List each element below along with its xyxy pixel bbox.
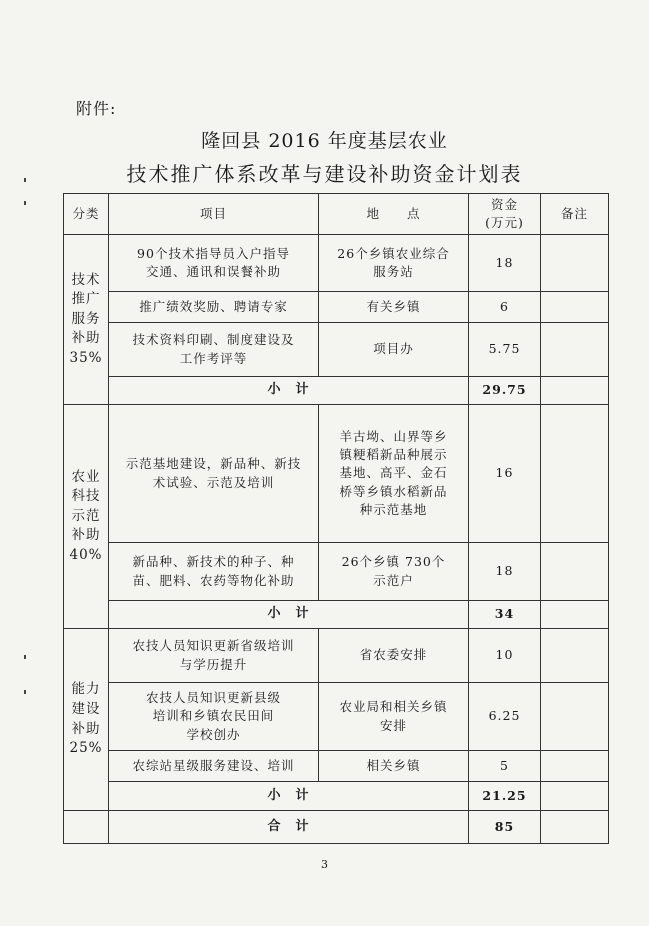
- category-cell: 能力 建设 补助 25%: [64, 629, 109, 811]
- project-cell: 农技人员知识更新县级 培训和乡镇农民田间 学校创办: [109, 683, 319, 751]
- total-empty-cell: [64, 811, 109, 844]
- total-label: 合 计: [109, 811, 469, 844]
- table-row: [64, 292, 609, 323]
- amount-cell: 16: [469, 405, 541, 543]
- scan-mark: [24, 655, 26, 659]
- category-cell: 农业 科技 示范 补助 40%: [64, 405, 109, 629]
- location-cell: 相关乡镇: [319, 751, 469, 782]
- scan-mark: [24, 201, 26, 205]
- total-row: [64, 811, 609, 844]
- scan-mark: [24, 178, 26, 182]
- note-cell: [541, 683, 609, 751]
- amount-cell: 18: [469, 235, 541, 292]
- table-row: [64, 683, 609, 751]
- note-cell: [541, 751, 609, 782]
- location-cell: 省农委安排: [319, 629, 469, 683]
- header-location: 地 点: [319, 194, 469, 235]
- note-cell: [541, 405, 609, 543]
- project-cell: 推广绩效奖励、聘请专家: [109, 292, 319, 323]
- table-row: [64, 405, 609, 543]
- location-cell: 26个乡镇 730个 示范户: [319, 543, 469, 601]
- note-cell: [541, 601, 609, 629]
- note-cell: [541, 811, 609, 844]
- attachment-label: 附件:: [76, 99, 117, 118]
- location-cell: 项目办: [319, 323, 469, 377]
- subtotal-amount: 34: [469, 601, 541, 629]
- subtotal-amount: 21.25: [469, 782, 541, 811]
- location-cell: 农业局和相关乡镇 安排: [319, 683, 469, 751]
- total-amount: 85: [469, 811, 541, 844]
- location-cell: 26个乡镇农业综合 服务站: [319, 235, 469, 292]
- amount-cell: 18: [469, 543, 541, 601]
- category-cell: 技术 推广 服务 补助 35%: [64, 235, 109, 405]
- scan-mark: [24, 690, 26, 694]
- header-note: 备注: [541, 194, 609, 235]
- project-cell: 示范基地建设，新品种、新技 术试验、示范及培训: [109, 405, 319, 543]
- location-cell: 羊古坳、山界等乡 镇粳稻新品种展示 基地、高平、金石 桥等乡镇水稻新品 种示范基地: [319, 405, 469, 543]
- page-number: 3: [321, 858, 328, 871]
- title-line-2: 技术推广体系改革与建设补助资金计划表: [126, 162, 523, 186]
- table-row: [64, 323, 609, 377]
- table-row: [64, 543, 609, 601]
- project-cell: 农技人员知识更新省级培训 与学历提升: [109, 629, 319, 683]
- project-cell: 技术资料印刷、制度建设及 工作考评等: [109, 323, 319, 377]
- subtotal-label: 小 计: [109, 377, 469, 405]
- note-cell: [541, 782, 609, 811]
- subtotal-row: [64, 377, 609, 405]
- project-cell: 新品种、新技术的种子、种 苗、肥料、农药等物化补助: [109, 543, 319, 601]
- amount-cell: 6: [469, 292, 541, 323]
- location-cell: 有关乡镇: [319, 292, 469, 323]
- table-row: [64, 751, 609, 782]
- title-line-1: 隆回县 2016 年度基层农业: [201, 130, 448, 152]
- table-row: [64, 235, 609, 292]
- subtotal-label: 小 计: [109, 601, 469, 629]
- note-cell: [541, 543, 609, 601]
- funding-plan-table: [63, 193, 609, 844]
- note-cell: [541, 629, 609, 683]
- note-cell: [541, 292, 609, 323]
- subtotal-amount: 29.75: [469, 377, 541, 405]
- table-row: [64, 629, 609, 683]
- amount-cell: 5: [469, 751, 541, 782]
- subtotal-label: 小 计: [109, 782, 469, 811]
- project-cell: 农综站星级服务建设、培训: [109, 751, 319, 782]
- note-cell: [541, 235, 609, 292]
- subtotal-row: [64, 782, 609, 811]
- amount-cell: 5.75: [469, 323, 541, 377]
- project-cell: 90个技术指导员入户指导 交通、通讯和误餐补助: [109, 235, 319, 292]
- note-cell: [541, 377, 609, 405]
- header-category: 分类: [64, 194, 109, 235]
- amount-cell: 10: [469, 629, 541, 683]
- amount-cell: 6.25: [469, 683, 541, 751]
- note-cell: [541, 323, 609, 377]
- header-amount: 资金 (万元): [469, 194, 541, 235]
- header-row: [64, 194, 609, 235]
- subtotal-row: [64, 601, 609, 629]
- header-project: 项目: [109, 194, 319, 235]
